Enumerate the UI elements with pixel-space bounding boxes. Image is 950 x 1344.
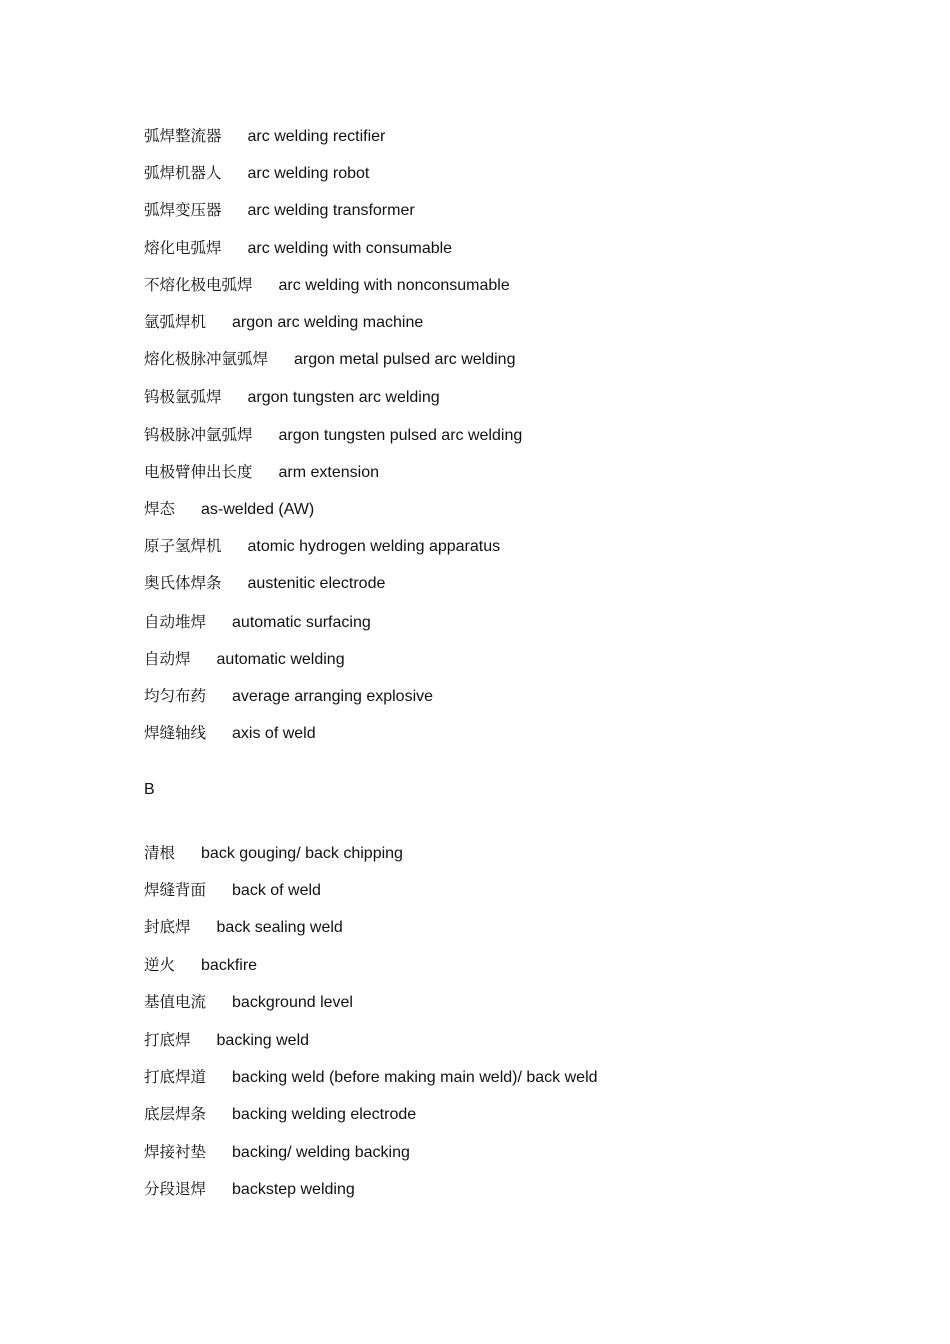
english-term: backing/ welding backing [232, 1144, 410, 1161]
chinese-term: 弧焊机器人 [144, 164, 222, 182]
chinese-term: 自动焊 [144, 650, 191, 668]
chinese-term: 打底焊道 [144, 1068, 207, 1086]
english-term: argon tungsten pulsed arc welding [278, 427, 523, 444]
glossary-entry [144, 841, 403, 865]
english-term: automatic surfacing [232, 614, 371, 631]
glossary-entry [144, 878, 321, 902]
english-term: backing welding electrode [232, 1106, 417, 1123]
chinese-term: 焊接衬垫 [144, 1143, 207, 1161]
glossary-entry [144, 198, 415, 222]
glossary-entry [144, 990, 353, 1014]
chinese-term: 电极臂伸出长度 [144, 463, 253, 481]
glossary-entry [144, 236, 452, 260]
chinese-term: 清根 [144, 844, 176, 862]
english-term: automatic welding [216, 651, 345, 668]
glossary-entry [144, 310, 423, 334]
english-term: back gouging/ back chipping [201, 845, 403, 862]
english-term: backing weld [216, 1032, 310, 1049]
glossary-entry [144, 915, 343, 939]
glossary-entry [144, 1028, 309, 1052]
glossary-entry [144, 647, 345, 671]
glossary-entry [144, 534, 500, 558]
glossary-entry [144, 684, 433, 708]
english-term: argon arc welding machine [232, 314, 424, 331]
chinese-term: 焊缝背面 [144, 881, 207, 899]
chinese-term: 自动堆焊 [144, 613, 207, 631]
glossary-entry [144, 124, 385, 148]
english-term: arc welding with nonconsumable [278, 277, 510, 294]
english-term: austenitic electrode [247, 575, 386, 592]
english-term: average arranging explosive [232, 688, 434, 705]
english-term: background level [232, 994, 353, 1011]
glossary-entry [144, 1102, 416, 1126]
chinese-term: 钨极脉冲氩弧焊 [144, 426, 253, 444]
glossary-entry [144, 953, 257, 977]
english-term: arc welding with consumable [247, 240, 453, 257]
chinese-term: 焊缝轴线 [144, 724, 207, 742]
chinese-term: 熔化电弧焊 [144, 239, 222, 257]
chinese-term: 氩弧焊机 [144, 313, 207, 331]
glossary-entry [144, 1065, 598, 1089]
english-term: back sealing weld [216, 919, 343, 936]
chinese-term: 钨极氩弧焊 [144, 388, 222, 406]
chinese-term: 焊态 [144, 500, 176, 518]
chinese-term: 弧焊整流器 [144, 127, 222, 145]
english-term: argon tungsten arc welding [247, 389, 440, 406]
english-term: argon metal pulsed arc welding [294, 351, 516, 368]
english-term: arc welding robot [247, 165, 370, 182]
section-letter: B [144, 781, 155, 798]
english-term: arc welding rectifier [247, 128, 386, 145]
chinese-term: 原子氢焊机 [144, 537, 222, 555]
english-term: atomic hydrogen welding apparatus [247, 538, 501, 555]
glossary-entry [144, 1140, 410, 1164]
english-term: backstep welding [232, 1181, 355, 1198]
chinese-term: 底层焊条 [144, 1105, 207, 1123]
chinese-term: 奥氏体焊条 [144, 574, 222, 592]
english-term: arm extension [278, 464, 380, 481]
english-term: axis of weld [232, 725, 316, 742]
glossary-entry [144, 497, 314, 521]
chinese-term: 不熔化极电弧焊 [144, 276, 253, 294]
chinese-term: 均匀布药 [144, 687, 207, 705]
glossary-entry [144, 385, 440, 409]
chinese-term: 逆火 [144, 956, 176, 974]
glossary-entry [144, 273, 510, 297]
glossary-entry [144, 1177, 355, 1201]
chinese-term: 封底焊 [144, 918, 191, 936]
glossary-entry [144, 460, 379, 484]
glossary-entry [144, 610, 371, 634]
english-term: backfire [201, 957, 258, 974]
english-term: arc welding transformer [247, 202, 415, 219]
english-term: backing weld (before making main weld)/ back weld [232, 1069, 598, 1086]
glossary-entry [144, 347, 515, 371]
glossary-entry [144, 423, 522, 447]
chinese-term: 打底焊 [144, 1031, 191, 1049]
english-term: back of weld [232, 882, 321, 899]
chinese-term: 分段退焊 [144, 1180, 207, 1198]
glossary-entry [144, 161, 369, 185]
english-term: as-welded (AW) [201, 501, 315, 518]
chinese-term: 弧焊变压器 [144, 201, 222, 219]
chinese-term: 基值电流 [144, 993, 207, 1011]
chinese-term: 熔化极脉冲氩弧焊 [144, 350, 269, 368]
glossary-entry [144, 721, 316, 745]
glossary-entry [144, 571, 385, 595]
